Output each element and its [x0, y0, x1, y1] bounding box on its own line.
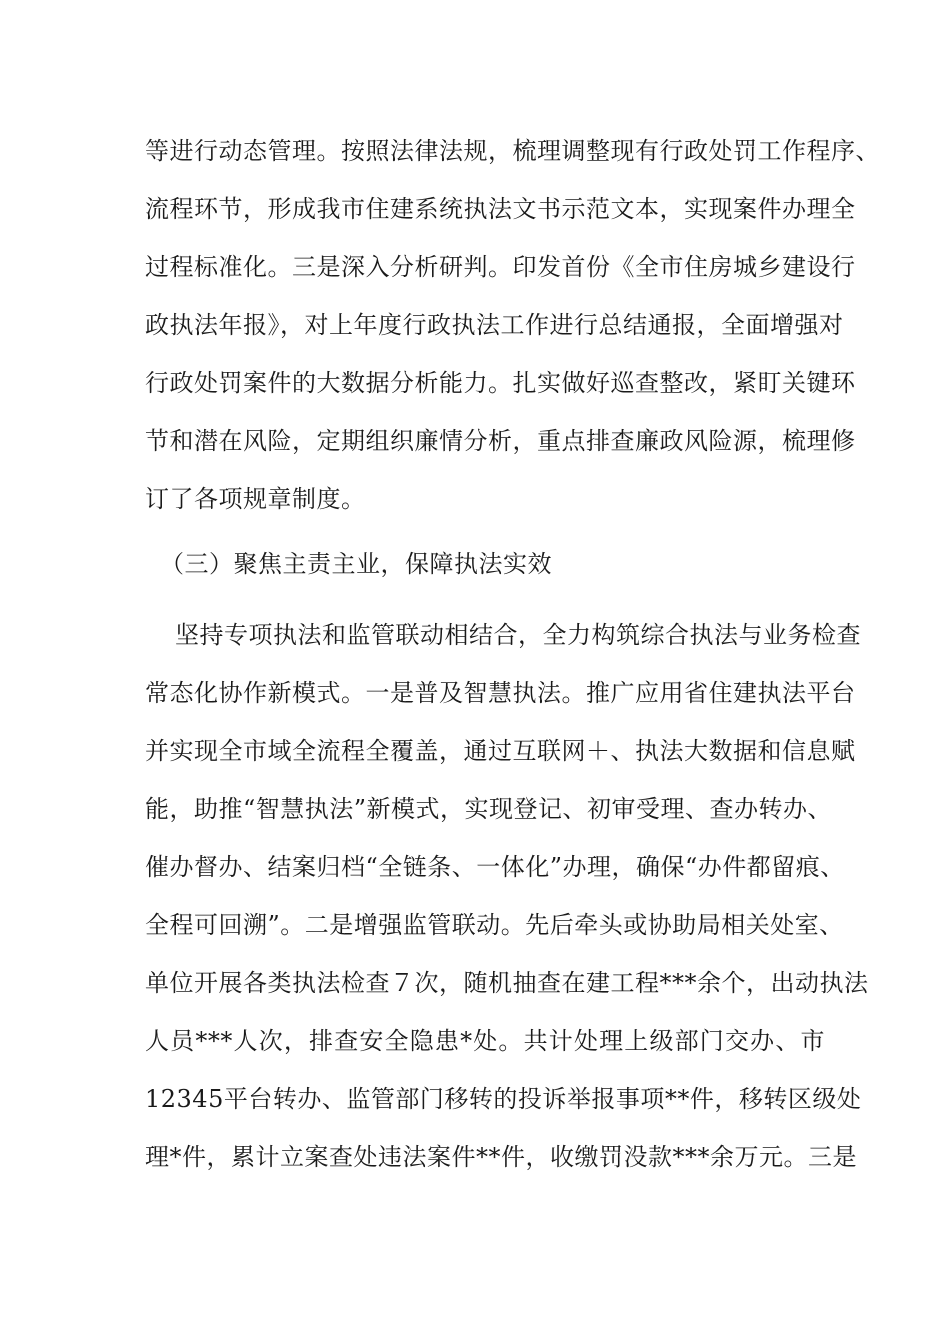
paragraph1-line-1: 等进行动态管理。按照法律法规，梳理调整现有行政处罚工作程序、 [145, 137, 880, 165]
paragraph1-line-2: 流程环节，形成我市住建系统执法文书示范文本，实现案件办理全 [145, 195, 856, 223]
paragraph2-line-1: 坚持专项执法和监管联动相结合，全力构筑综合执法与业务检查 [175, 621, 861, 649]
section-heading: （三）聚焦主责主业，保障执法实效 [160, 550, 552, 578]
paragraph1-line-5: 行政处罚案件的大数据分析能力。扎实做好巡查整改，紧盯关键环 [145, 369, 856, 397]
paragraph2-line-7: 单位开展各类执法检查７次，随机抽查在建工程***余个，出动执法 [145, 969, 869, 997]
paragraph2-line-3: 并实现全市域全流程全覆盖，通过互联网＋、执法大数据和信息赋 [145, 737, 856, 765]
paragraph2-line-4: 能，助推“智慧执法”新模式，实现登记、初审受理、查办转办、 [145, 795, 833, 823]
paragraph1-line-7: 订了各项规章制度。 [145, 485, 366, 513]
paragraph2-line-6: 全程可回溯”。二是增强监管联动。先后牵头或协助局相关处室、 [145, 911, 844, 939]
paragraph1-line-4: 政执法年报》，对上年度行政执法工作进行总结通报，全面增强对 [145, 311, 844, 339]
paragraph2-line-5: 催办督办、结案归档“全链条、一体化”办理，确保“办件都留痕、 [145, 853, 845, 881]
paragraph2-line-10: 理*件，累计立案查处违法案件**件，收缴罚没款***余万元。三是 [145, 1143, 857, 1171]
paragraph2-line-2: 常态化协作新模式。一是普及智慧执法。推广应用省住建执法平台 [145, 679, 856, 707]
paragraph1-line-3: 过程标准化。三是深入分析研判。印发首份《全市住房城乡建设行 [145, 253, 856, 281]
paragraph2-line-8: 人员***人次，排查安全隐患*处。共计处理上级部门交办、市 [145, 1027, 825, 1055]
paragraph2-line-9: 12345平台转办、监管部门移转的投诉举报事项**件，移转区级处 [145, 1085, 862, 1113]
paragraph1-line-6: 节和潜在风险，定期组织廉情分析，重点排查廉政风险源，梳理修 [145, 427, 856, 455]
